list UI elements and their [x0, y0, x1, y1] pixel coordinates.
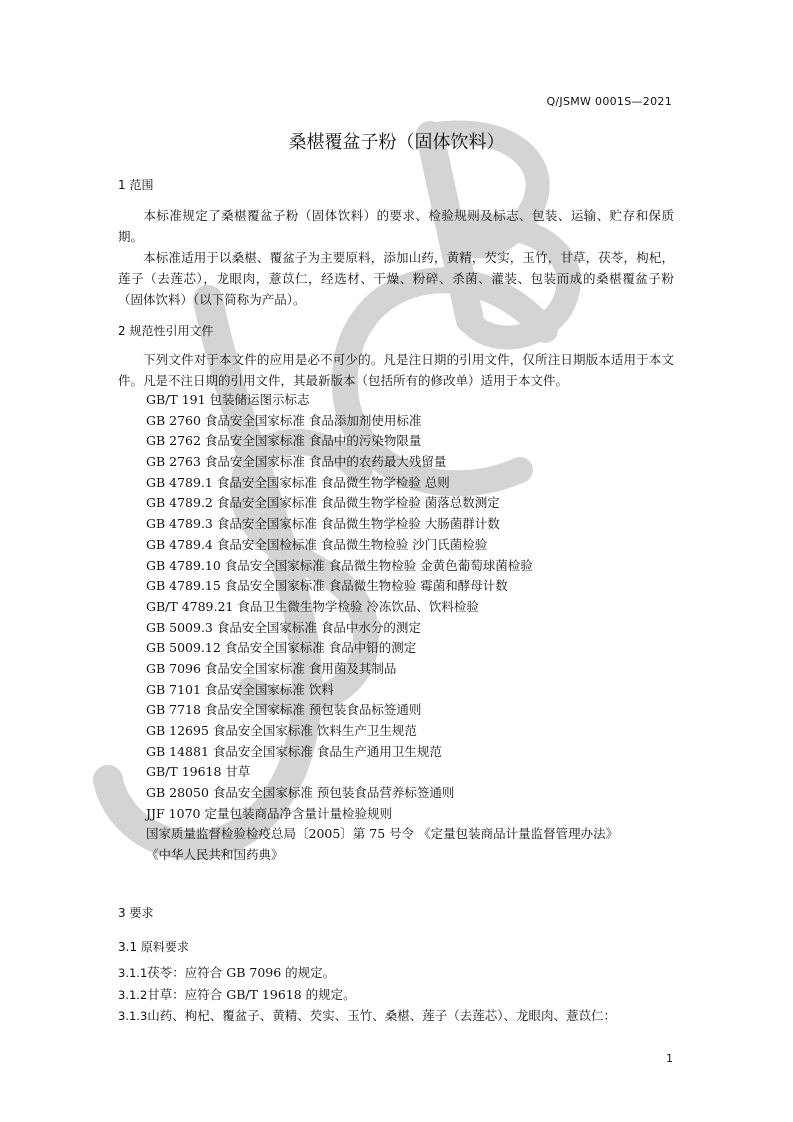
reference-item: GB 7718 食品安全国家标准 预包装食品标签通则	[146, 702, 422, 718]
reference-item: GB 4789.15 食品安全国家标准 食品微生物检验 霉菌和酵母计数	[146, 578, 508, 594]
section-3-1-heading: 3.1 原料要求	[118, 940, 189, 954]
reference-item: GB/T 191 包装储运图示标志	[146, 392, 310, 407]
reference-item: GB 4789.3 食品安全国家标准 食品微生物学检验 大肠菌群计数	[146, 516, 500, 532]
section-1-paragraph-2	[118, 247, 674, 310]
clause-number: 3.1.1	[118, 966, 148, 980]
clause-text: 甘草：应符合 GB/T 19618 的规定。	[147, 987, 356, 1002]
clause-3-1-2	[118, 985, 356, 1003]
clause-number: 3.1.3	[118, 1009, 148, 1023]
section-1-heading: 1 范围	[118, 178, 154, 192]
page-number: 1	[666, 1052, 673, 1065]
reference-item: GB 5009.3 食品安全国家标准 食品中水分的测定	[146, 619, 421, 635]
paragraph-text: 下列文件对于本文件的应用是必不可少的。凡是注日期的引用文件，仅所注日期版本适用于本文件。凡是不注日期的引用文件，其最新版本（包括所有的修改单）适用于本文件。	[118, 352, 674, 388]
reference-item: GB/T 19618 甘草	[146, 764, 251, 780]
reference-item: JJF 1070 定量包装商品净含量计量检验规则	[146, 805, 392, 821]
clause-text: 山药、枸杞、覆盆子、黄精、芡实、玉竹、桑椹、莲子（去莲芯）、龙眼肉、薏苡仁：	[147, 1008, 617, 1023]
reference-item: GB 7101 食品安全国家标准 饮料	[146, 681, 334, 697]
reference-item: GB 12695 食品安全国家标准 饮料生产卫生规范	[146, 723, 417, 738]
reference-item: GB 4789.1 食品安全国家标准 食品微生物学检验 总则	[146, 474, 450, 490]
document-title: 桑椹覆盆子粉（固体饮料）	[288, 132, 505, 153]
section-2-intro	[118, 349, 674, 391]
document-code: Q/JSMW 0001S—2021	[546, 95, 672, 108]
reference-item: GB 5009.12 食品安全国家标准 食品中铅的测定	[146, 640, 417, 656]
reference-item: GB 2760 食品安全国家标准 食品添加剂使用标准	[146, 412, 422, 428]
reference-list	[146, 390, 618, 866]
reference-item: GB 4789.2 食品安全国家标准 食品微生物学检验 菌落总数测定	[146, 495, 500, 511]
clause-number: 3.1.2	[118, 988, 148, 1002]
reference-item: 《中华人民共和国药典》	[146, 847, 284, 863]
reference-item: GB 7096 食品安全国家标准 食用菌及其制品	[146, 660, 397, 676]
reference-item: GB 4789.10 食品安全国家标准 食品微生物检验 金黄色葡萄球菌检验	[146, 557, 533, 573]
reference-item: GB 4789.4 食品安全国检标准 食品微生物检验 沙门氏菌检验	[146, 536, 488, 552]
reference-item: GB 14881 食品安全国家标准 食品生产通用卫生规范	[146, 743, 442, 759]
paragraph-text: 本标准适用于以桑椹、覆盆子为主要原料，添加山药，黄精，芡实，玉竹，甘草，茯苓，枸杞，莲子（去莲芯），龙眼肉，薏苡仁，经选材、干燥、粉碎、杀菌、灌装、包装而成的桑椹覆盆子粉（固体饮料）（以下简称为产品）。	[118, 250, 674, 307]
clause-text: 茯苓：应符合 GB 7096 的规定。	[147, 965, 336, 980]
section-3-heading: 3 要求	[118, 906, 154, 920]
reference-item: 国家质量监督检验检疫总局〔2005〕第 75 号令 《定量包装商品计量监督管理办法》	[146, 826, 619, 842]
reference-item: GB 2762 食品安全国家标准 食品中的污染物限量	[146, 433, 422, 449]
clause-3-1-3	[118, 1006, 616, 1024]
reference-item: GB/T 4789.21 食品卫生微生物学检验 冷冻饮品、饮料检验	[146, 598, 479, 614]
section-2-heading: 2 规范性引用文件	[118, 324, 214, 338]
paragraph-text: 本标准规定了桑椹覆盆子粉（固体饮料）的要求、检验规则及标志、包装、运输、贮存和保质期。	[118, 208, 674, 244]
section-1-paragraph-1	[118, 205, 674, 247]
reference-item: GB 2763 食品安全国家标准 食品中的农药最大残留量	[146, 454, 447, 470]
reference-item: GB 28050 食品安全国家标准 预包装食品营养标签通则	[146, 785, 455, 801]
clause-3-1-1	[118, 963, 335, 981]
